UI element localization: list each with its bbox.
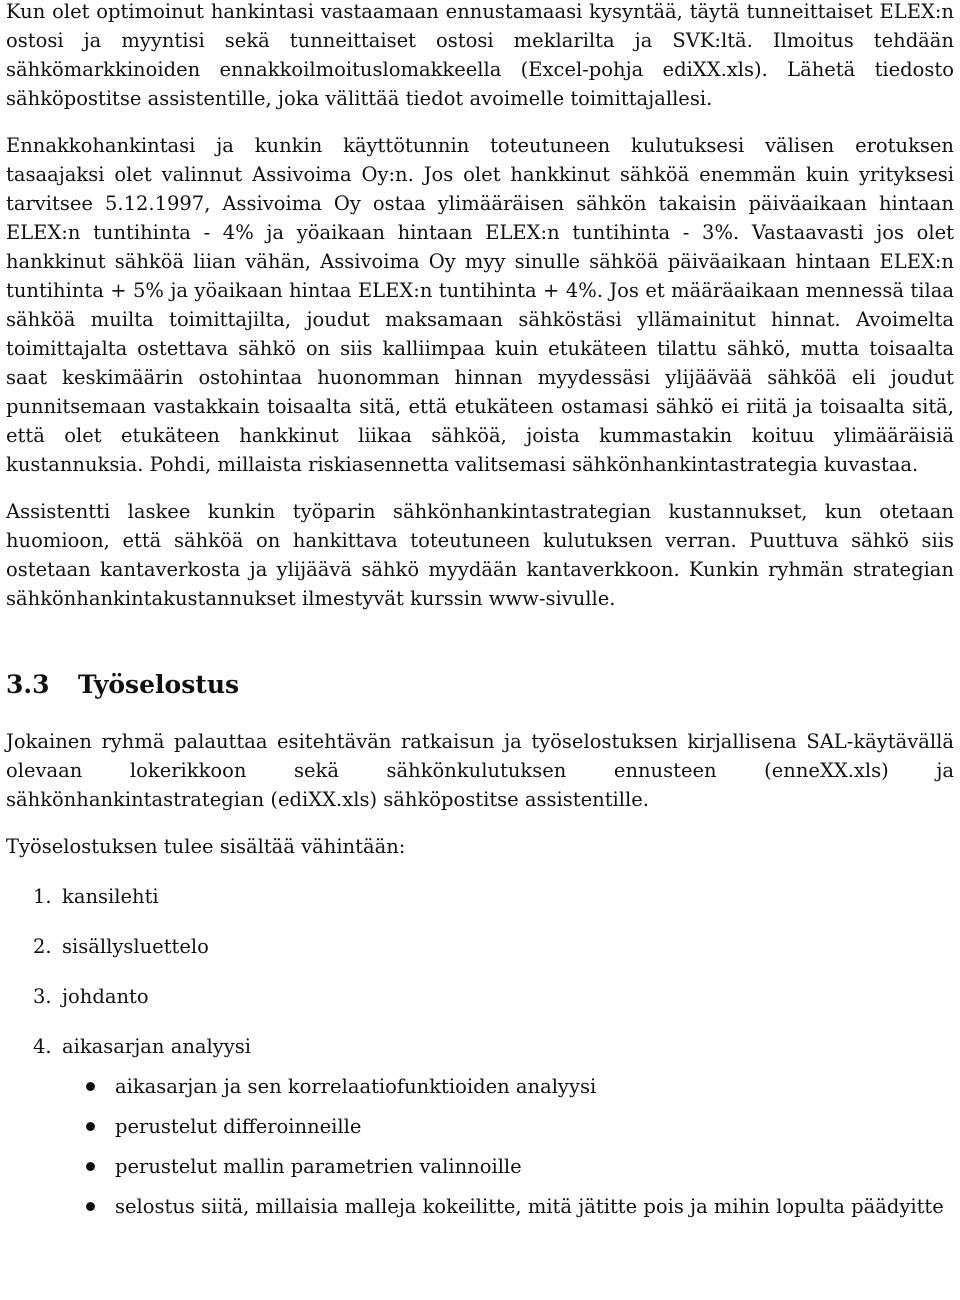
list-item-text: kansilehti [62, 885, 159, 908]
list-marker: 4. [33, 1035, 52, 1058]
report-contents-list [6, 882, 954, 1221]
list-item [6, 1032, 954, 1221]
section-title: Työselostus [78, 670, 240, 699]
bullet-item [6, 1192, 954, 1221]
bullet-item-text: perustelut mallin parametrien valinnoille [115, 1155, 522, 1178]
list-marker: 2. [33, 935, 52, 958]
list-item [6, 982, 954, 1011]
bullet-icon [86, 1202, 95, 1211]
list-item [6, 882, 954, 911]
bullet-item-text: aikasarjan ja sen korrelaatiofunktioiden analyysi [115, 1075, 597, 1098]
bullet-icon [86, 1082, 95, 1091]
list-marker: 3. [33, 985, 52, 1008]
list-marker: 1. [33, 885, 52, 908]
section-heading [6, 665, 954, 705]
bullet-item-text: perustelut differoinneille [115, 1115, 362, 1138]
bullet-icon [86, 1162, 95, 1171]
paragraph-report-return: Jokainen ryhmä palauttaa esitehtävän ratkaisun ja työselostuksen kirjallisena SAL-käytävällä olevaan lokerikkoon sekä sähkönkulutuksen ennusteen (enneXX.xls) ja sähkönhankintastrategian (ediXX.xls) sähköpostitse assistentille. [6, 730, 954, 811]
paragraph-submission-instructions: Kun olet optimoinut hankintasi vastaamaan ennustamaasi kysyntää, täytä tunneittaiset ELEX:n ostosi ja myyntisi sekä tunneittaiset ostosi meklarilta ja SVK:ltä. Ilmoitus tehdään sähkömarkkinoiden ennakkoilmoituslomakkeella (Excel-pohja ediXX.xls). Lähetä tiedosto sähköpostitse assistentille, joka välittää tiedot avoimelle toimittajallesi. [6, 0, 954, 110]
bullet-item [6, 1152, 954, 1181]
paragraph-report-contents-intro: Työselostuksen tulee sisältää vähintään: [6, 835, 406, 858]
section-number: 3.3 [6, 670, 50, 699]
paragraph-balancing-supplier: Ennakkohankintasi ja kunkin käyttötunnin toteutuneen kulutuksesi välisen erotuksen tasaajaksi olet valinnut Assivoima Oy:n. Jos olet hankkinut sähköä enemmän kuin yrityksesi tarvitsee 5.12.1997, Assivoima Oy ostaa ylimääräisen sähkön takaisin päiväaikaan hintaan ELEX:n tuntihinta - 4% ja yöaikaan hintaan ELEX:n tuntihinta - 3%. Vastaavasti jos olet hankkinut sähköä liian vähän, Assivoima Oy myy sinulle sähköä päiväaikaan hintaan ELEX:n tuntihinta + 5% ja yöaikaan hintaa ELEX:n tuntihinta + 4%. Jos et määräaikaan mennessä tilaa sähköä muilta toimittajilta, joudut maksamaan sähköstäsi yllämainitut hinnat. Avoimelta toimittajalta ostettava sähkö on siis kalliimpaa kuin etukäteen tilattu sähkö, mutta toisaalta saat keskimäärin ostohintaa huonomman hinnan myydessäsi ylijäävää sähköä eli joudut punnitsemaan vastakkain toisaalta sitä, että etukäteen ostamasi sähkö ei riitä ja toisaalta sitä, että olet etukäteen hankkinut liikaa sähköä, joista kummastakin koituu ylimääräisiä kustannuksia. Pohdi, millaista riskiasennetta valitsemasi sähkönhankintastrategia kuvastaa. [6, 134, 954, 476]
list-item-text: aikasarjan analyysi [62, 1035, 252, 1058]
bullet-item [6, 1072, 954, 1101]
bullet-icon [86, 1122, 95, 1131]
bullet-item-text: selostus siitä, millaisia malleja kokeilitte, mitä jätitte pois ja mihin lopulta päädyitte [115, 1195, 944, 1218]
analysis-sublist [6, 1072, 954, 1221]
list-item [6, 932, 954, 961]
bullet-item [6, 1112, 954, 1141]
list-item-text: johdanto [62, 985, 149, 1008]
paragraph-cost-calculation: Assistentti laskee kunkin työparin sähkönhankintastrategian kustannukset, kun otetaan huomioon, että sähköä on hankittava toteutuneen kulutuksen verran. Puuttuva sähkö siis ostetaan kantaverkosta ja ylijäävä sähkö myydään kantaverkkoon. Kunkin ryhmän strategian sähkönhankintakustannukset ilmestyvät kurssin www-sivulle. [6, 500, 954, 610]
list-item-text: sisällysluettelo [62, 935, 209, 958]
